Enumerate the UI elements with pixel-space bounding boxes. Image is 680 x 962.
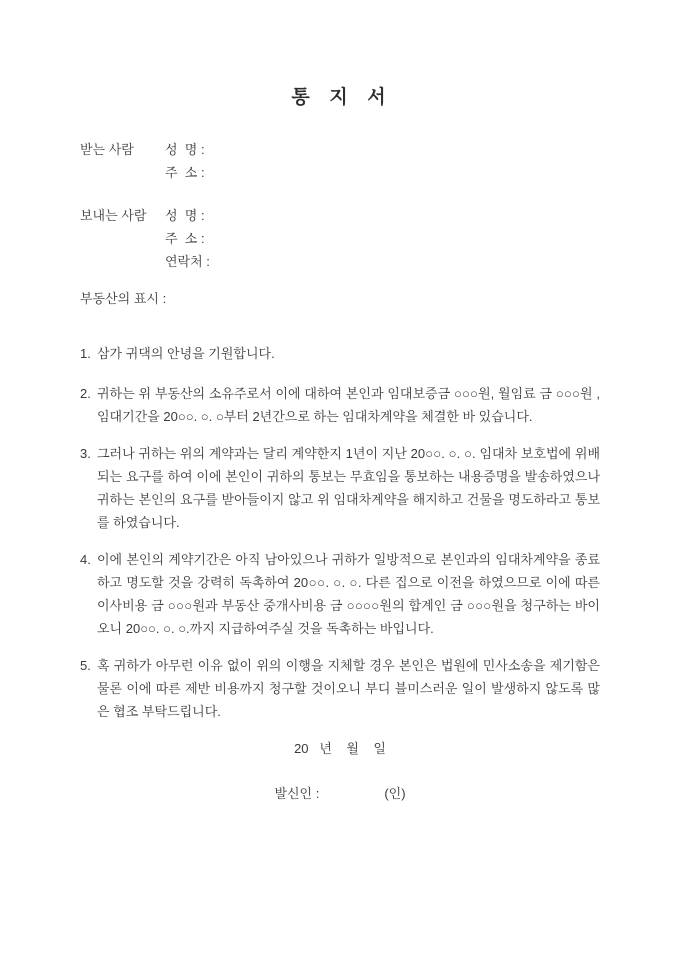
sender-label: 보내는 사람: [80, 208, 147, 223]
paragraph-1-number: 1.: [80, 346, 91, 361]
sender-fields: [165, 204, 600, 273]
paragraph-5: [80, 654, 600, 723]
paragraph-5-text: 혹 귀하가 아무런 이유 없이 위의 이행을 지체할 경우 본인은 법원에 민사소송을 제기함은 물론 이에 따른 제반 비용까지 청구할 것이오니 부디 블미스러운 일이 발생하지 않도록 많은 협조 부탁드립니다.: [97, 658, 600, 719]
paragraph-4-number: 4.: [80, 552, 91, 567]
seal-placeholder: (인): [384, 786, 406, 801]
paragraph-2-number: 2.: [80, 386, 91, 401]
sender-block: [80, 204, 600, 273]
signer-label: 발신인 :: [274, 786, 320, 801]
paragraph-1-text: 삼가 귀댁의 안녕을 기원합니다.: [97, 346, 275, 361]
property-description-label: 부동산의 표시 :: [80, 291, 167, 306]
paragraph-3-number: 3.: [80, 446, 91, 461]
sender-contact-field: 연락처 :: [165, 254, 210, 269]
paragraph-1: [80, 342, 600, 365]
paragraph-3: [80, 442, 600, 534]
paragraph-3-text: 그러나 귀하는 위의 계약과는 달리 계약한지 1년이 지난 20○○. ○. ○. 임대차 보호법에 위배되는 요구를 하여 이에 본인이 귀하의 통보는 무효임을 통보하는 내용증명을 발송하였으나 귀하는 본인의 요구를 받아들이지 않고 위 임대차계약을 해지하고 건물을 명도하라고 통보를 하였습니다.: [97, 446, 600, 530]
document-title: 통 지 서: [291, 87, 389, 108]
recipient-block: [80, 138, 600, 184]
recipient-fields: [165, 138, 600, 184]
sender-address-field: 주 소 :: [165, 231, 205, 246]
signer-line: [80, 782, 600, 805]
paragraph-5-number: 5.: [80, 658, 91, 673]
recipient-label: 받는 사람: [80, 142, 134, 157]
paragraph-2-text: 귀하는 위 부동산의 소유주로서 이에 대하여 본인과 임대보증금 ○○○원, 월임료 금 ○○○원 ,임대기간을 20○○. ○. ○부터 2년간으로 하는 임대차계약을 체결한 바 있습니다.: [97, 386, 600, 424]
paragraph-4-text: 이에 본인의 계약기간은 아직 남아있으나 귀하가 일방적으로 본인과의 임대차계약을 종료하고 명도할 것을 강력히 독촉하여 20○○. ○. ○. 다른 집으로 이전을 하였으므로 이에 따른 이사비용 금 ○○○원과 부동산 중개사비용 금 ○○○○원의 합계인 금 ○○○원을 청구하는 바이오니 20○○. ○. ○.까지 지급하여주실 것을 독촉하는 바입니다.: [97, 552, 600, 636]
recipient-name-field: 성 명 :: [165, 142, 205, 157]
paragraph-2: [80, 382, 600, 428]
sender-name-field: 성 명 :: [165, 208, 205, 223]
paragraph-4: [80, 548, 600, 640]
recipient-address-field: 주 소 :: [165, 165, 205, 180]
date-line: 20 년 월 일: [294, 741, 386, 756]
